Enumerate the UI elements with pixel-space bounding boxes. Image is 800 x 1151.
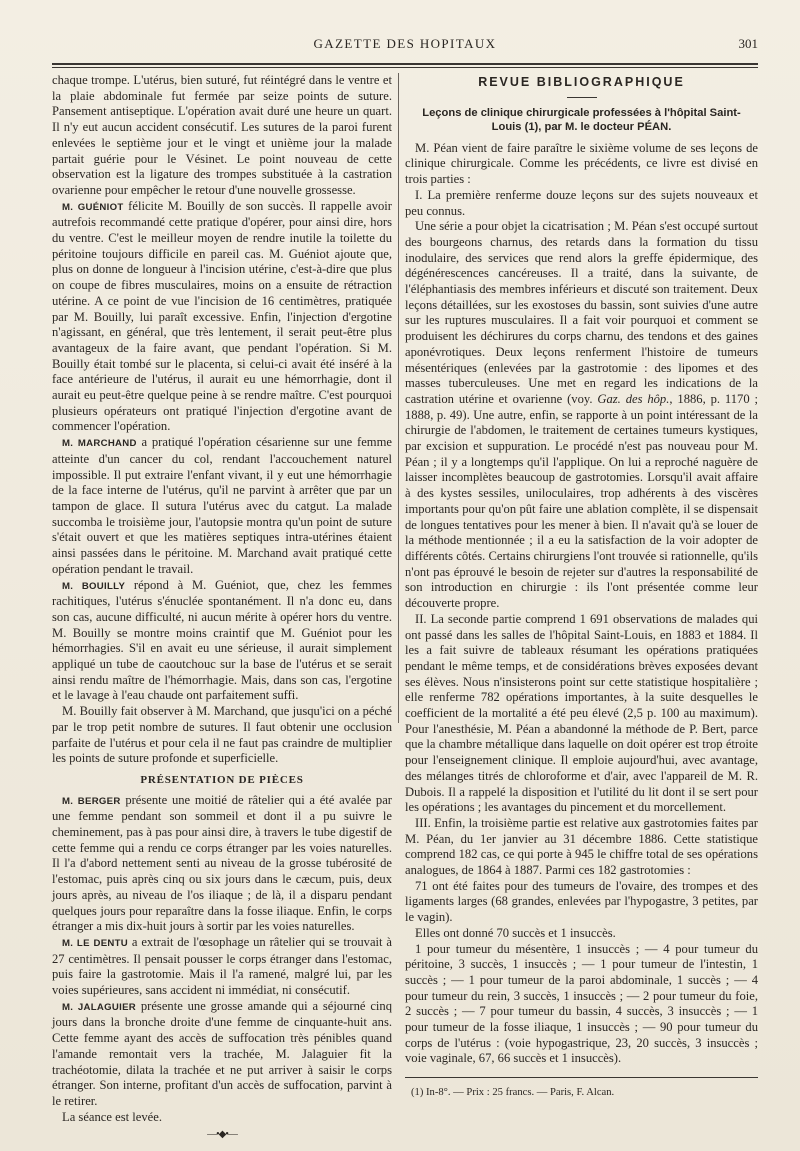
paragraph [405,219,758,612]
header-rule-thin [52,67,758,68]
paragraph: III. Enfin, la troisième partie est relative aux gastrotomies faites par M. Péan, du 1er janvier au 31 décembre 1886. Cette statistique comprend 182 cas, ce qui porte à 945 le chiffre total de ses opérations analogues, de 1864 à 1887. Parmi ces 182 gastrotomies : [405,815,758,878]
paragraph-text: a extrait de l'œsophage un râtelier qui se trouvait à 27 centimètres. Il pensait pousser le corps étranger dans l'estomac, puis faire la gastrotomie. Mais il l'a ramené, malgré lui, par les voies supérieures, sans accident ni immédiat, ni consécutif. [52,934,393,998]
paragraph [52,935,392,999]
paragraph [52,199,392,436]
paragraph [52,435,392,577]
paragraph [52,999,392,1110]
short-rule [567,97,597,98]
speaker-name: M. BOUILLY [62,580,126,592]
page-header [52,36,758,56]
book-reference: (1), par M. le docteur [521,121,638,134]
speaker-name: M. BERGER [62,795,121,807]
page-number: 301 [738,36,758,51]
citation: Gaz. des hôp. [597,391,670,406]
paragraph [52,793,392,935]
speaker-name: M. MARCHAND [62,438,137,450]
header-rule-thick [52,63,758,65]
paragraph-text: , 1886, p. 1170 ; 1888, p. 49). Une autre, enfin, se rapporte à un point intéressant de la chirurgie de l'abdomen, le traitement de certaines tumeurs kystiques, par excision et suppuration. Le procédé n'est pas nouveau pour M. Péan ; il y a longtemps qu'il l'applique. On lui a reproché naguère de laisser incomplètes beaucoup de gastrotomies. Lorsqu'il avait affaire à des kystes sessiles, uniloculaires, trop adhérents à des viscères importants pour qu'on pût faire une ablation complète, il se dispensait de longues tentatives pour les mener à bien. Il n'avait qu'à se louer de la méthode mentionnée ; il a eu la satisfaction de la voir adopter de différents côtés. Certains chirurgiens l'ont trouvée si rationnelle, qu'ils n'ont pas éprouvé le besoin de rejeter sur d'autres la responsabilité de son introduction en chirurgie : ils l'ont présentée comme leur découverte propre. [405,391,758,611]
paragraph-text: présente une grosse amande qui a séjourné cinq jours dans la bronche droite d'une femme de cinquante-huit ans. Cette femme ayant des accès de suffocation très pénibles quand l'amande remontait vers la trachée, M. Jalaguier fit la trachéotomie, dilata la trachée et ne put arriver à saisir le corps étranger. Son interne, profitant d'un accès de suffocation, parvint à le retirer. [52,998,393,1108]
paragraph-text: a pratiqué l'opération césarienne sur une femme atteinte d'un cancer du col, rendant l'accouchement naturel impossible. Il put extraire l'enfant vivant, il y eut une hémorrhagie de la face interne de l'utérus, qu'il ne parvint à arrêter que par un tampon de glace. Il sutura l'utérus avec du catgut. La malade succomba le troisième jour, l'autopsie montra qu'un point de suture s'était ouvert et que les matières septiques intra-utérines étaient ainsi passées dans le péritoine. M. Marchand avait pratiqué cette opération pendant le travail. [52,435,392,576]
section-heading: PRÉSENTATION DE PIÈCES [140,773,304,786]
paragraph: chaque trompe. L'utérus, bien suturé, fut réintégré dans le ventre et la plaie abdominale fut fermée par seize points de suture. Pansement antiseptique. L'opération avait duré une heure un quart. Il n'y eut aucun accident consécutif. Les sutures de la paroi furent enlevées le septième jour et le vingt et unième jour la malade partait guérie pour le Vésinet. Le point nouveau de cette observation est la ligature des trompes substituée à la castration ovarienne pour empêcher le retour d'une nouvelle grossesse. [52,73,392,197]
footnote: (1) In-8°. — Prix : 25 francs. — Paris, F. Alcan. [411,1086,615,1098]
review-subtitle [405,106,758,135]
paragraph: I. La première renferme douze leçons sur des sujets nouveaux et peu connus. [405,187,758,218]
paragraph-text: félicite M. Bouilly de son succès. Il rappelle avoir autrefois recommandé cette pratique d'opérer, pour ainsi dire, hors du ventre. C'est le meilleur moyen de rendre inutile la toilette du péritoine toujours difficile en pareil cas. M. Guéniot ajoute que, plus on donne de longueur à l'incision utérine, c'est-à-dire que plus on coupe de fibres musculaires, moins on a ensuite de rétraction utérine. A ce point de vue l'incision de 16 centimètres, pratiquée par M. Bouilly, lui paraît excessive. Enfin, l'injection d'ergotine n'agissant, en général, que très lentement, il serait peut-être plus avantageux de la faire avant, que pendant l'opération. Si M. Bouilly était tombé sur le placenta, si celui-ci avait été inséré à la face antérieure de l'utérus, il aurait eu une hémorrhagie, dont il aurait eu peut-être quelque peine à se rendre maître. C'est pourquoi plusieurs opérateurs ont pratiqué l'injection d'ergotine avant de commencer l'opération. [52,198,392,434]
paragraph: M. Péan vient de faire paraître le sixième volume de ses leçons de clinique chirurgicale. Comme les précédents, ce livre est divisé en trois parties : [405,140,758,187]
paragraph: II. La seconde partie comprend 1 691 observations de malades qui ont passé dans les salles de l'hôpital Saint-Louis, en 1883 et 1884. Il les a fait suivre de tableaux résumant les opérations pratiquées pendant le même temps, et de considérations brèves exposées devant ses élèves. Nous n'insisterons point sur cette statistique hospitalière ; elle renferme 782 opérations importantes, à la suite desquelles le coefficient de la mortalité a été peu élevé (2,5 p. 100 au maximum). Pour l'anesthésie, M. Péan a abandonné la méthode de P. Bert, parce que la chambre métallique dans laquelle on doit opérer est trop étroite pour l'enseignement clinique. Il emploie aujourd'hui, avec avantage, des mélanges titrés de chloroforme et d'air, avec l'appareil de M. R. Dubois. Il a rappelé la disposition et l'utilité du lit dont il se sert pour les opérations ; les avantages du pincement et du morcellement. [405,611,758,815]
paragraph: M. Bouilly fait observer à M. Marchand, que jusqu'ici on a péché par le trop petit nombre de sutures. Il faut obtenir une occlusion parfaite de l'utérus et pour cela il ne faut pas craindre de multiplier les points de suture profonde et superficielle. [52,704,392,766]
paragraph [52,578,392,705]
paragraph: 71 ont été faites pour des tumeurs de l'ovaire, des trompes et des ligaments larges (68 grandes, enlevées par l'hypogastre, 3 petites, par le vagin). [405,878,758,925]
paragraph: 1 pour tumeur du mésentère, 1 insuccès ; — 4 pour tumeur du péritoine, 3 succès, 1 insuccès ; — 1 pour tumeur de l'intestin, 1 succès ; — 1 pour tumeur de la paroi abdominale, 1 succès ; — 4 pour tumeur du rein, 3 succès, 1 insuccès ; — 2 pour tumeur du foie, 2 succès ; — 7 pour tumeur du bassin, 4 succès, 3 insuccès ; — 1 pour tumeur de la fosse iliaque, 1 insuccès ; — 90 pour tumeur du corps de l'utérus : (voie hypogastrique, 23, 20 succès, 3 insuccès ; voie vaginale, 67, 66 succès et 1 insuccès). [405,941,758,1066]
book-author: PÉAN. [637,121,672,134]
column-divider [398,73,399,723]
speaker-name: M. JALAGUIER [62,1001,137,1013]
speaker-name: M. LE DENTU [62,937,129,949]
running-title: GAZETTE DES HOPITAUX [313,36,497,51]
right-column [405,73,758,1133]
book-title: Leçons de clinique chirurgicale professées à l'hôpital Saint-Louis [422,106,741,134]
footnote-rule [405,1077,758,1078]
paragraph-text: présente une moitié de râtelier qui a été avalée par une femme pendant son sommeil et dont il a pu suivre le cheminement, pas à pas pour ainsi dire, à travers le tube digestif de cette femme qui a rendu ce corps étranger par les voies naturelles. Il l'a d'abord nettement senti au niveau de la grosse tubérosité de l'estomac, puis après cinq ou six jours dans le cæcum, puis, deux jours après, au niveau de l'os iliaque ; de là, il a disparu pendant quelques jours pour reparaître dans la fosse iliaque. Enfin, le corps étranger a mis dix-huit jours à sortir par les voies naturelles. [52,792,392,934]
closing-line: La séance est levée. [62,1109,162,1124]
ornament-divider: —•◆•— [207,1129,237,1141]
speaker-name: M. GUÉNIOT [62,201,124,213]
paragraph-text: répond à M. Guéniot, que, chez les femmes rachitiques, l'utérus s'énuclée spontanément. Il n'a donc eu, dans son cas, aucune difficulté, ni aucun mérite à opérer hors du ventre. M. Bouilly se montre moins craintif que M. Guéniot pour les hémorrhagies. S'il en avait eu une sérieuse, il aurait simplement appliqué un tube de caoutchouc sur la base de l'utérus et se serait ainsi rendu maître de l'hémorrhagie. Mais, dans son cas, l'ergotine et le lavage à l'eau chaude ont parfaitement suffi. [52,577,393,703]
review-heading: REVUE BIBLIOGRAPHIQUE [478,75,685,89]
paragraph-text: Une série a pour objet la cicatrisation ; M. Péan s'est occupé surtout des bourgeons charnus, des retards dans la formation du tissu inodulaire, des services que rend alors la greffe épidermique, des dégénérescences cancéreuses. Il a traité, dans la suivante, de l'éléphantiasis des membres inférieurs et discuté son traitement. Deux leçons détaillées, sur les exostoses du bassin, sont suivies d'une autre sur les ruptures musculaires. Il a fait voir pourquoi et comment se produisent les déchirures du corps charnu, des tendons et des gaines aponévrotiques. Deux leçons renferment l'histoire de tumeurs mésentériques (enlevées par la gastrotomie : des lipomes et des masses tuberculeuses. Une met en regard les indications de la castration utérine et ovarienne (voy. [405,219,758,406]
left-column [52,73,393,1141]
paragraph: Elles ont donné 70 succès et 1 insuccès. [415,925,616,940]
